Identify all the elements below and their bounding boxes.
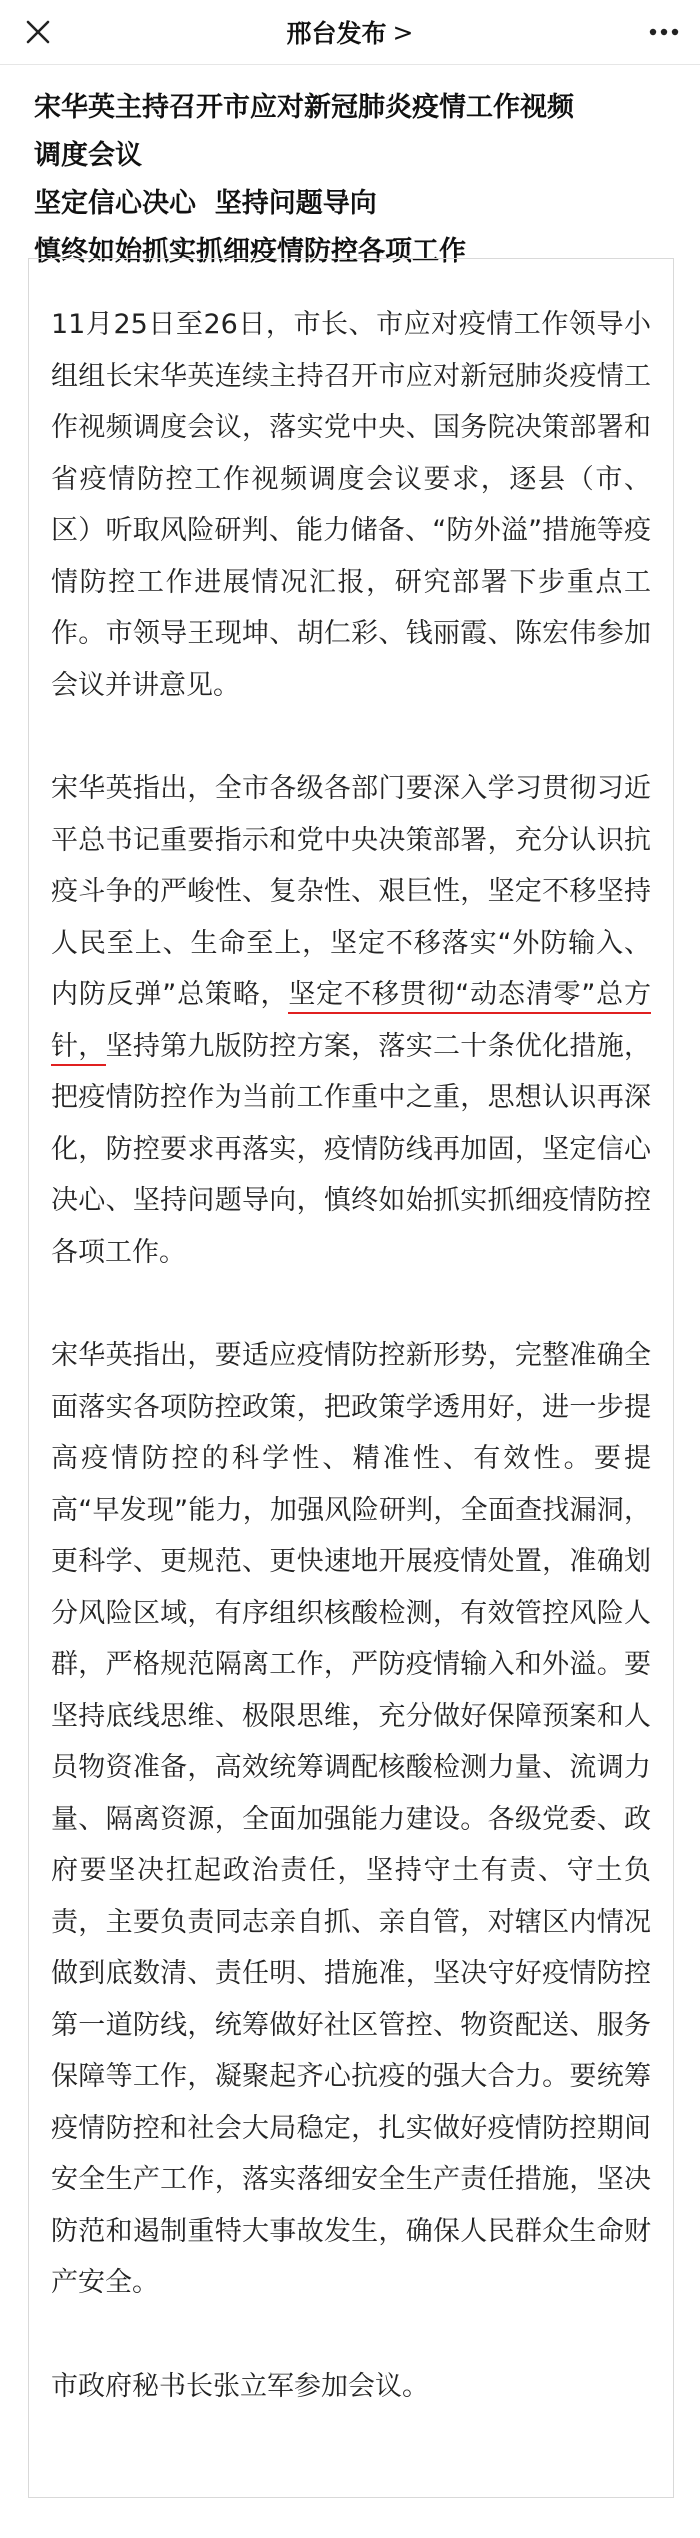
more-dots-icon <box>649 27 679 37</box>
more-button[interactable] <box>640 8 688 56</box>
headline-line-2: 调度会议 <box>34 140 142 171</box>
paragraph-3: 宋华英指出，要适应疫情防控新形势，完整准确全面落实各项防控政策，把政策学透用好，进一步提高疫情防控的科学性、精准性、有效性。要提高“早发现”能力，加强风险研判，全面查找漏洞，更科学、更规范、更快速地开展疫情处置，准确划分风险区域，有序组织核酸检测，有效管控风险人群，严格规范隔离工作，严防疫情输入和外溢。要坚持底线思维、极限思维，充分做好保障预案和人员物资准备，高效统筹调配核酸检测力量、流调力量、隔离资源，全面加强能力建设。各级党委、政府要坚决扛起政治责任，坚持守土有责、守土负责，主要负责同志亲自抓、亲自管，对辖区内情况做到底数清、责任明、措施准，坚决守好疫情防控第一道防线，统筹做好社区管控、物资配送、服务保障等工作，凝聚起齐心抗疫的强大合力。要统筹疫情防控和社会大局稳定，扎实做好疫情防控期间安全生产工作，落实落细安全生产责任措施，坚决防范和遏制重特大事故发生，确保人民群众生命财产安全。 <box>51 1340 651 2298</box>
article-headline <box>34 84 674 276</box>
account-name: 邢台发布 <box>286 19 387 48</box>
top-navigation-bar <box>0 0 700 65</box>
close-button[interactable] <box>14 8 62 56</box>
paragraph-1: 11月25日至26日，市长、市应对疫情工作领导小组组长宋华英连续主持召开市应对新冠肺炎疫情工作视频调度会议，落实党中央、国务院决策部署和省疫情防控工作视频调度会议要求，逐县（市、区）听取风险研判、能力储备、“防外溢”措施等疫情防控工作进展情况汇报，研究部署下步重点工作。市领导王现坤、胡仁彩、钱丽霞、陈宏伟参加会议并讲意见。 <box>51 309 651 701</box>
paragraph-2-after: 坚持第九版防控方案，落实二十条优化措施，把疫情防控作为当前工作重中之重，思想认识再深化，防控要求再落实，疫情防线再加固，坚定信心决心、坚持问题导向，慎终如始抓实抓细疫情防控各项工作。 <box>51 1030 652 1268</box>
paragraph-2-before: 宋华英指出，全市各级各部门要深入学习贯彻习近平总书记重要指示和党中央决策部署，充分认识抗疫斗争的严峻性、复杂性、艰巨性，坚定不移坚持人民至上、生命至上，坚定不移落实“外防输入、内防反弹”总策略， <box>51 773 651 1010</box>
account-title-link[interactable] <box>287 14 414 50</box>
headline-line-3: 坚定信心决心 坚持问题导向 <box>34 188 377 219</box>
paragraph-2 <box>51 763 651 1278</box>
headline-line-1: 宋华英主持召开市应对新冠肺炎疫情工作视频 <box>34 92 574 123</box>
headline-line-4: 慎终如始抓实抓细疫情防控各项工作 <box>34 236 466 267</box>
chevron-right-icon: > <box>392 17 414 47</box>
close-icon <box>25 19 51 45</box>
paragraph-4: 市政府秘书长张立军参加会议。 <box>51 2370 429 2402</box>
article-body <box>28 258 674 2498</box>
account-title-area <box>0 0 700 64</box>
highlighted-phrase: 坚定不移贯彻“动态清零”总方针， <box>51 979 651 1066</box>
